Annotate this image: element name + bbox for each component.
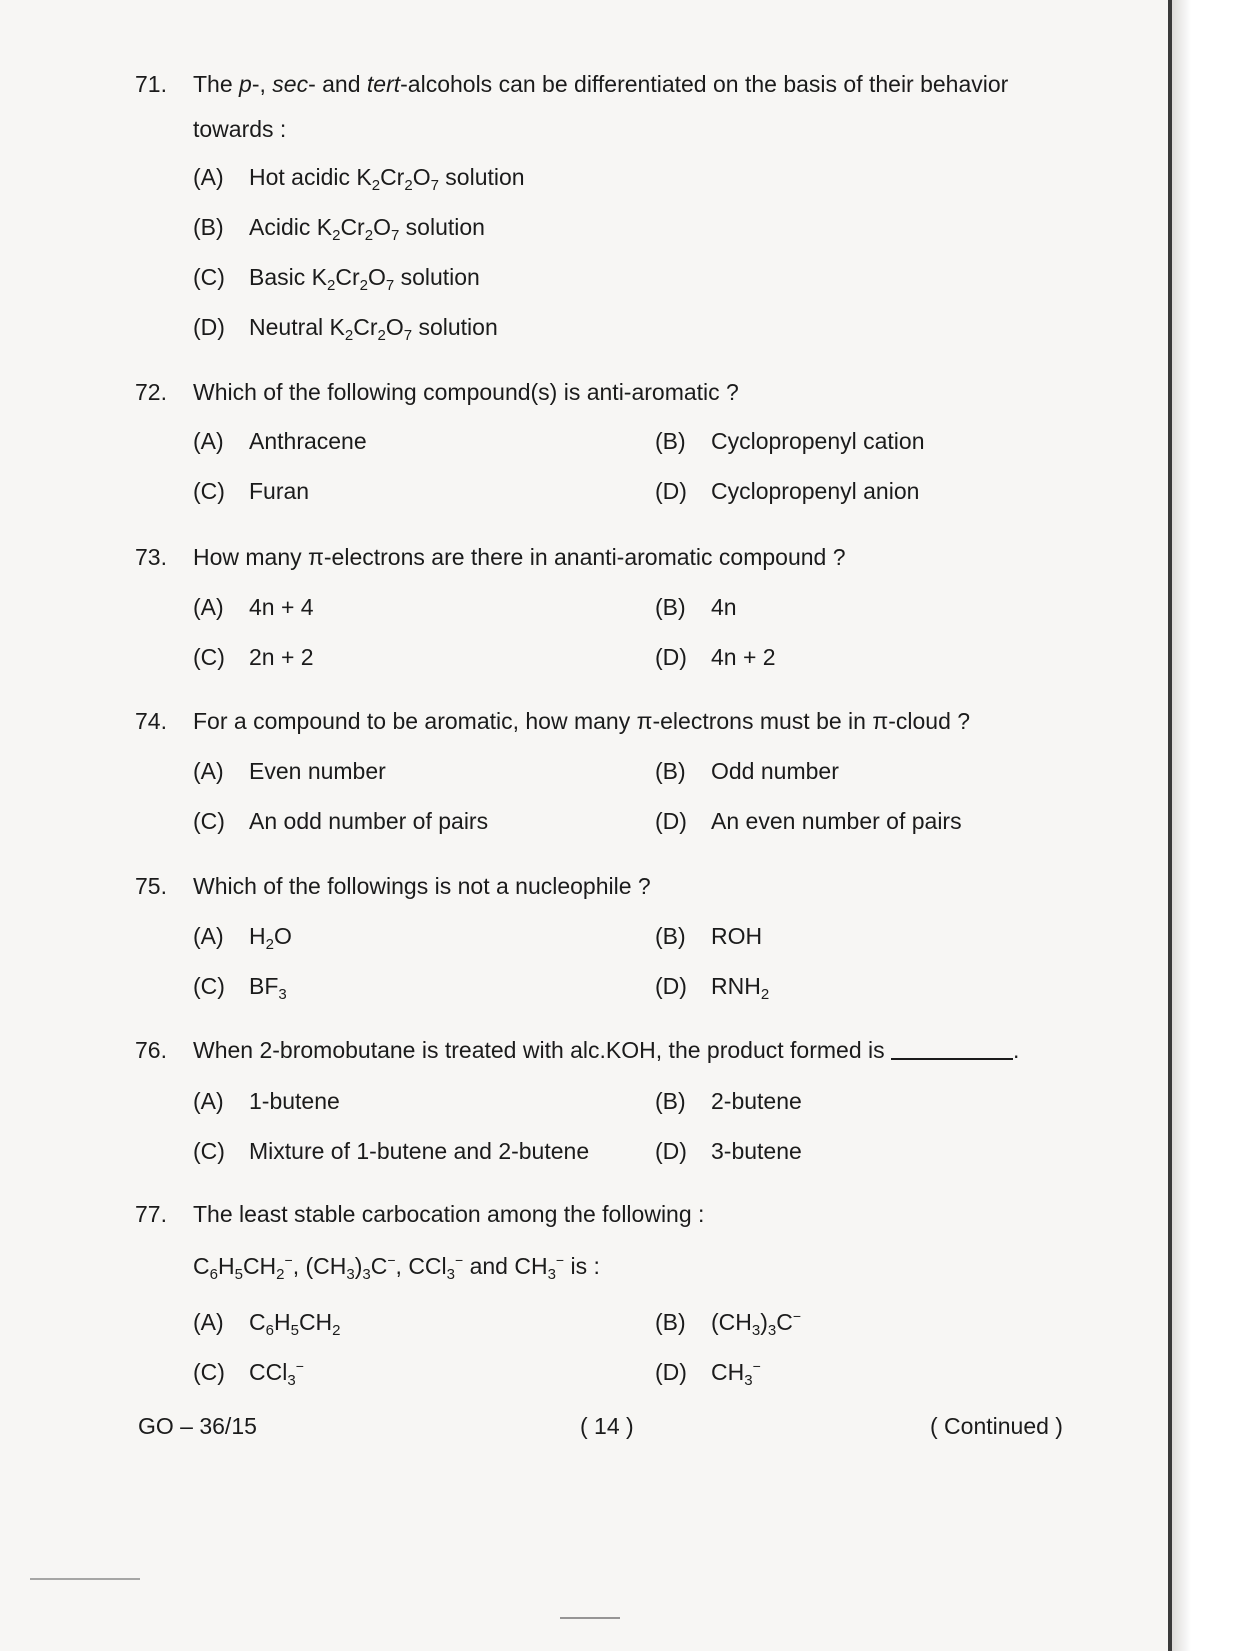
option-b: (B) 2-butene (655, 1088, 802, 1114)
option-a: (A) Anthracene (193, 428, 367, 454)
question-stem: For a compound to be aromatic, how many π-electrons must be in π-cloud ? (193, 708, 971, 734)
option-a: (A) $C_6H_5CH_2$ (193, 1309, 341, 1339)
option-b: (B) 4n (655, 594, 737, 620)
option-c: (C) Basic $K_2Cr_2O_7$ solution (193, 264, 480, 294)
option-c: (C) CCl$_3$− (193, 1358, 304, 1389)
option-d: (D) 4n + 2 (655, 644, 776, 670)
question-stem: Which of the followings is not a nucleophile ? (193, 873, 651, 899)
question-number: 71. (135, 71, 167, 97)
option-a: (A) 1-butene (193, 1088, 340, 1114)
option-b: (B) Acidic $K_2Cr_2O_7$ solution (193, 214, 485, 244)
question-number: 74. (135, 708, 167, 734)
option-b: (B) $(CH_3)_3C^-$ (655, 1308, 802, 1339)
option-b: (B) Odd number (655, 758, 839, 784)
option-c: (C) 2n + 2 (193, 644, 314, 670)
page-number: ( 14 ) (580, 1413, 634, 1439)
question-stem: Which of the following compound(s) is anti-aromatic ? (193, 379, 739, 405)
question-number: 73. (135, 544, 167, 570)
option-d: (D) $CH_3^-$ (655, 1358, 761, 1389)
question-stem: The least stable carbocation among the following : (193, 1201, 705, 1227)
question-stem-continued: $C_6H_5CH_2^-$, $(CH_3)_3C^-$, CCl$_3$− and $CH_3^-$ is : (193, 1252, 600, 1283)
question-stem-continued: towards : (193, 116, 287, 142)
question-number: 72. (135, 379, 167, 405)
option-c: (C) An odd number of pairs (193, 808, 489, 834)
option-d: (D) Cyclopropenyl anion (655, 478, 920, 504)
option-d: (D) 3-butene (655, 1138, 802, 1164)
page-edge-line (1168, 0, 1172, 1651)
option-b: (B) ROH (655, 923, 763, 949)
question-number: 77. (135, 1201, 167, 1227)
option-a: (A) Hot acidic $K_2Cr_2O_7$ solution (193, 164, 525, 194)
continued-label: ( Continued ) (930, 1413, 1063, 1439)
option-c: (C) Furan (193, 478, 310, 504)
option-a: (A) $H_2O$ (193, 923, 292, 953)
question-number: 76. (135, 1037, 167, 1063)
scan-edge (1170, 0, 1241, 1651)
question-stem: The p-, sec- and tert-alcohols can be differentiated on the basis of their behavior (193, 71, 1009, 97)
exam-code: GO – 36/15 (138, 1413, 257, 1439)
option-a: (A) Even number (193, 758, 386, 784)
option-d: (D) Neutral $K_2Cr_2O_7$ solution (193, 314, 498, 344)
option-b: (B) Cyclopropenyl cation (655, 428, 925, 454)
scan-mark (30, 1578, 140, 1580)
option-c: (C) Mixture of 1-butene and 2-butene (193, 1138, 590, 1164)
option-a: (A) 4n + 4 (193, 594, 314, 620)
scan-mark (560, 1617, 620, 1619)
question-stem: How many π-electrons are there in ananti-aromatic compound ? (193, 544, 846, 570)
option-d: (D) $RNH_2$ (655, 973, 770, 1003)
option-c: (C) $BF_3$ (193, 973, 287, 1003)
question-stem: When 2-bromobutane is treated with alc.KOH, the product formed is . (193, 1037, 1020, 1063)
question-number: 75. (135, 873, 167, 899)
option-d: (D) An even number of pairs (655, 808, 962, 834)
